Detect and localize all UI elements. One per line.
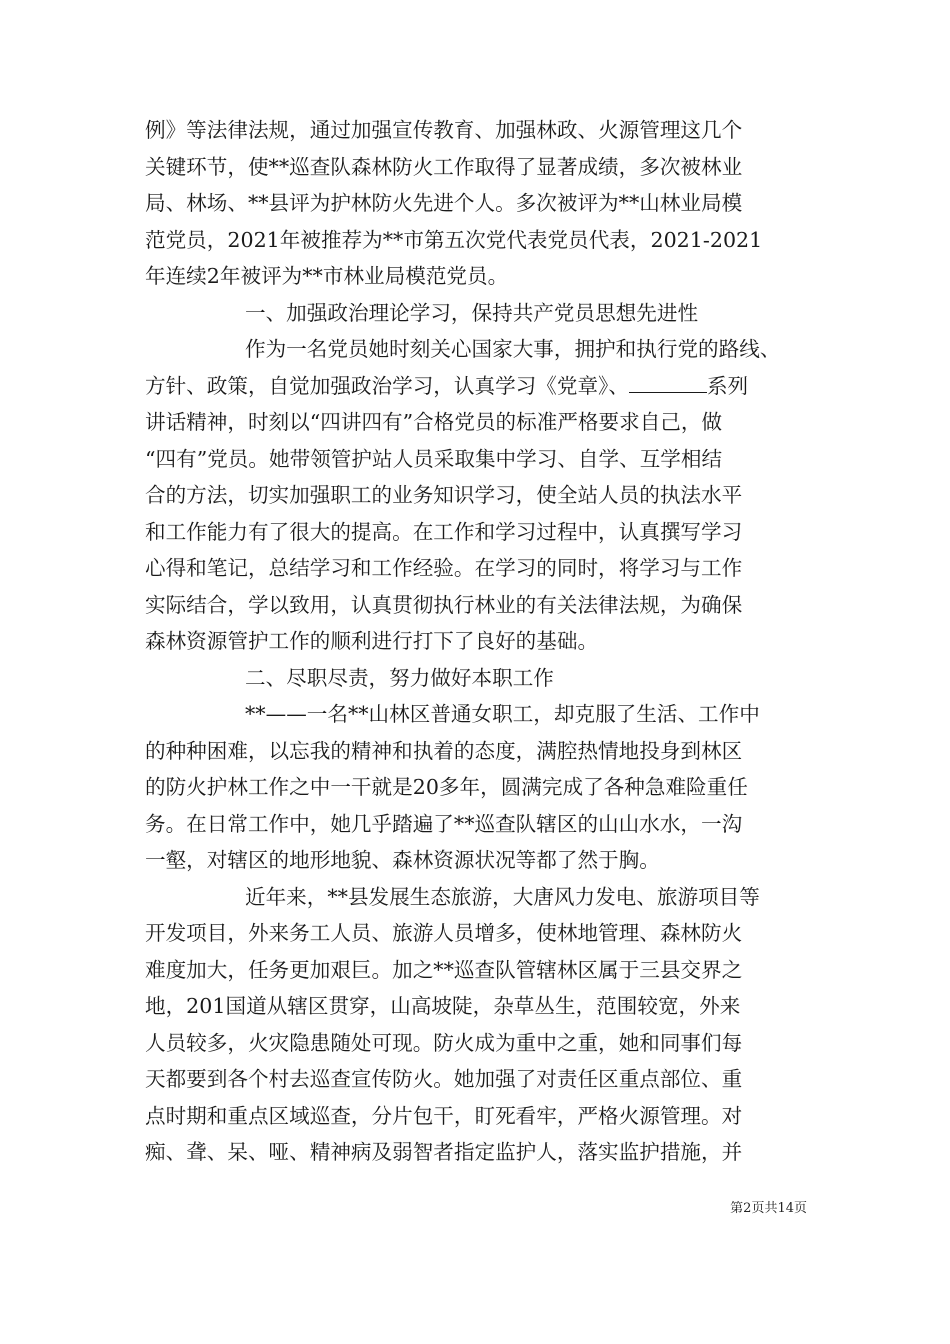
- text-line: 务。在日常工作中，她几乎踏遍了**巡查队辖区的山山水水，一沟: [145, 811, 743, 836]
- text-segment: 方针、政策，自觉加强政治学习，认真学习《党章》、: [145, 373, 629, 398]
- blank-underline: [629, 374, 707, 393]
- text-line: 合的方法，切实加强职工的业务知识学习，使全站人员的执法水平: [145, 483, 743, 507]
- text-line: 讲话精神，时刻以“四讲四有”合格党员的标准严格要求自己，做: [145, 410, 723, 434]
- text-line: 心得和笔记，总结学习和工作经验。在学习的同时，将学习与工作: [145, 556, 743, 580]
- text-line: “四有”党员。她带领管护站人员采取集中学习、自学、互学相结: [145, 446, 723, 471]
- text-line: 年连续2年被评为**市林业局模范党员。: [145, 264, 509, 288]
- text-line: 例》等法律法规，通过加强宣传教育、加强林政、火源管理这几个: [145, 118, 743, 142]
- text-line: 近年来，**县发展生态旅游，大唐风力发电、旅游项目等: [245, 884, 760, 909]
- text-line: 的防火护林工作之中一干就是20多年，圆满完成了各种急难险重任: [145, 775, 748, 799]
- text-line: 开发项目，外来务工人员、旅游人员增多，使林地管理、森林防火: [145, 921, 743, 945]
- text-line: [145, 368, 809, 405]
- text-segment: 系列: [706, 373, 749, 398]
- text-line: 关键环节，使**巡查队森林防火工作取得了显著成绩，多次被林业: [145, 154, 743, 179]
- text-line: 森林资源管护工作的顺利进行打下了良好的基础。: [145, 629, 599, 653]
- page-number: 第2页共14页: [730, 1201, 807, 1216]
- text-line: 实际结合，学以致用，认真贯彻执行林业的有关法律法规，为确保: [145, 592, 743, 617]
- text-line: 的种种困难，以忘我的精神和执着的态度，满腔热情地投身到林区: [145, 738, 743, 763]
- text-line: 和工作能力有了很大的提高。在工作和学习过程中，认真撰写学习: [145, 519, 743, 544]
- text-line: 天都要到各个村去巡查宣传防火。她加强了对责任区重点部位、重: [145, 1067, 743, 1091]
- text-line: 范党员，2021年被推荐为**市第五次党代表党员代表，2021-2021: [145, 227, 763, 252]
- text-line: **——一名**山林区普通女职工，却克服了生活、工作中: [245, 702, 760, 726]
- text-line: 作为一名党员她时刻关心国家大事，拥护和执行党的路线、: [245, 337, 781, 361]
- section-heading-2: 二、尽职尽责，努力做好本职工作: [245, 665, 554, 690]
- document-body: [145, 112, 809, 1171]
- section-heading-1: 一、加强政治理论学习，保持共产党员思想先进性: [245, 300, 699, 325]
- text-line: 难度加大，任务更加艰巨。加之**巡查队管辖林区属于三县交界之: [145, 957, 743, 982]
- text-line: 点时期和重点区域巡查，分片包干，盯死看牢，严格火源管理。对: [145, 1103, 743, 1128]
- text-line: 人员较多，火灾隐患随处可现。防火成为重中之重，她和同事们每: [145, 1030, 743, 1055]
- text-line: 一壑，对辖区的地形地貌、森林资源状况等都了然于胸。: [145, 848, 660, 872]
- text-line: 局、林场、**县评为护林防火先进个人。多次被评为**山林业局模: [145, 191, 743, 215]
- text-line: 地，201国道从辖区贯穿，山高坡陡，杂草丛生，范围较宽，外来: [145, 994, 741, 1018]
- text-line: 痴、聋、呆、哑、精神病及弱智者指定监护人，落实监护措施，并: [145, 1140, 743, 1164]
